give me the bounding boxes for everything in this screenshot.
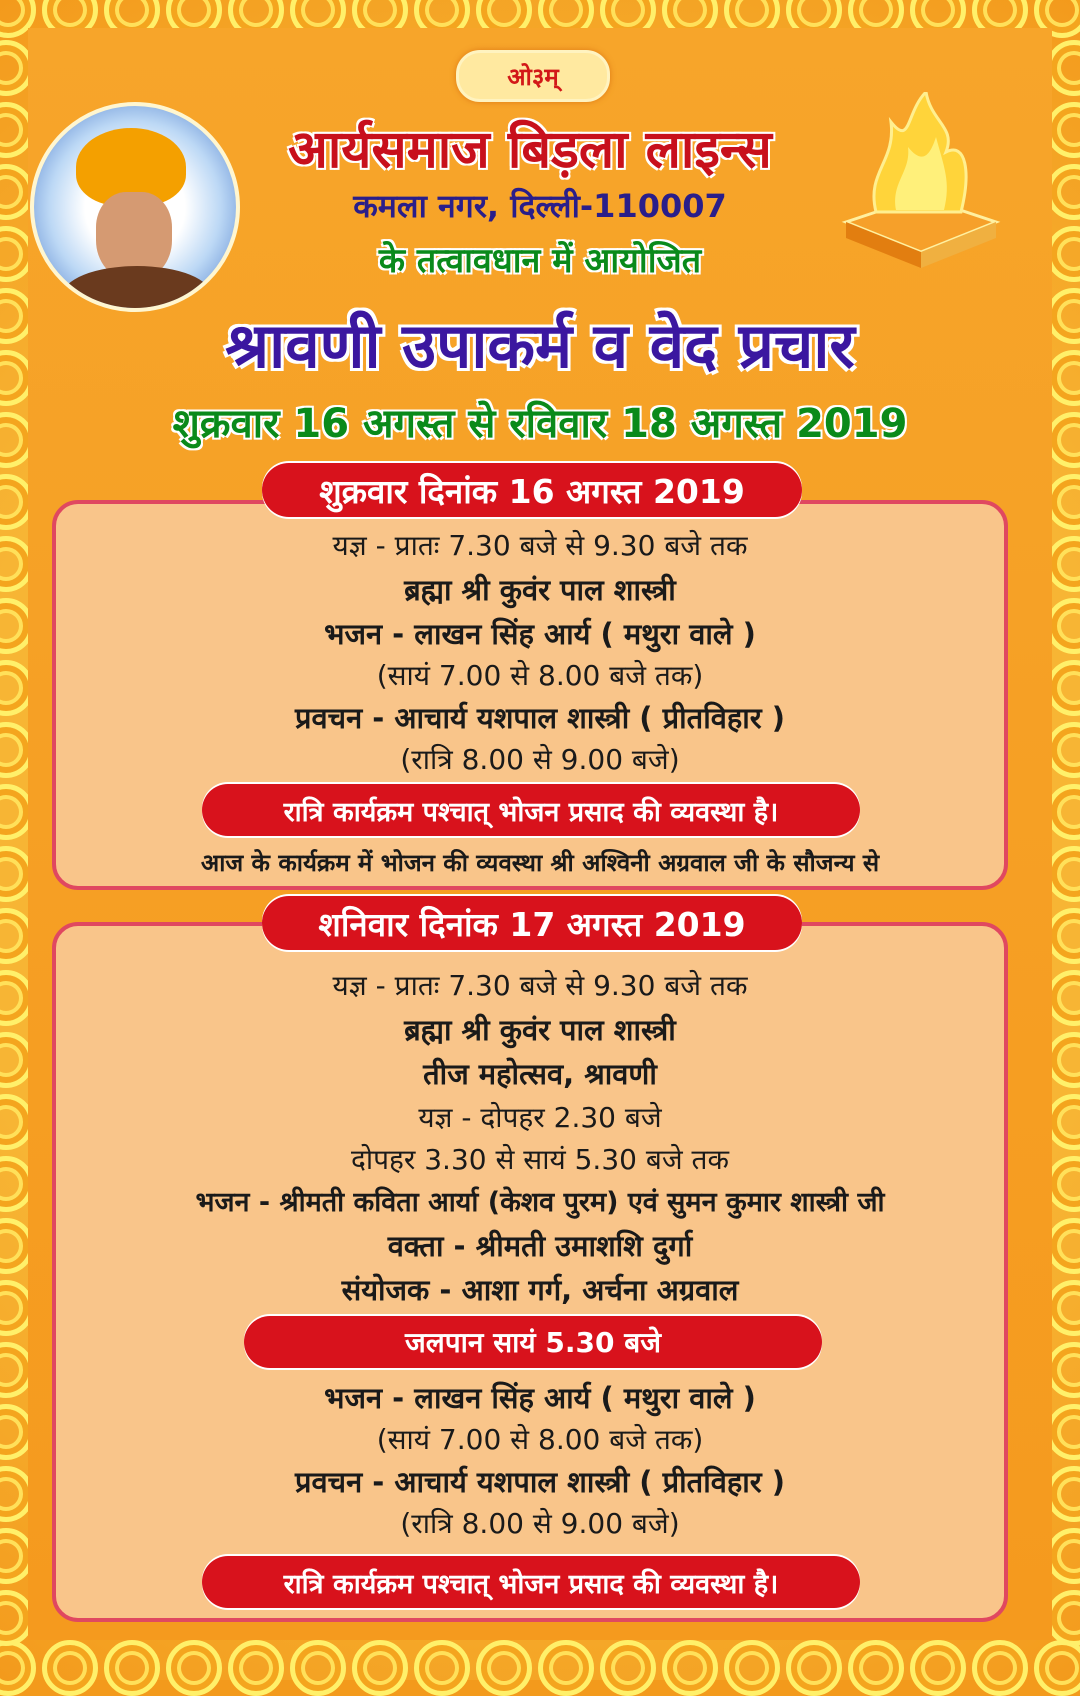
day2-line-5: दोपहर 3.30 से सायं 5.30 बजे तक — [350, 1143, 729, 1176]
day2-line-1: यज्ञ - प्रातः 7.30 बजे से 9.30 बजे तक — [332, 969, 748, 1002]
day2-line-3: तीज महोत्सव, श्रावणी — [423, 1057, 657, 1091]
border-ring — [414, 1640, 470, 1696]
day1-notice: रात्रि कार्यक्रम पश्चात् भोजन प्रसाद की व्यवस्था है। — [202, 784, 860, 836]
day1-line-3: भजन - लाखन सिंह आर्य ( मथुरा वाले ) — [324, 617, 756, 651]
day2-line-8: संयोजक - आशा गर्ग, अर्चना अग्रवाल — [341, 1273, 739, 1307]
day1-line-2: ब्रह्मा श्री कुवंर पाल शास्त्री — [404, 573, 676, 607]
day2-line-9: भजन - लाखन सिंह आर्य ( मथुरा वाले ) — [324, 1381, 756, 1415]
day2-line-2: ब्रह्मा श्री कुवंर पाल शास्त्री — [404, 1013, 676, 1047]
border-ring — [0, 1640, 36, 1696]
event-dates: शुक्रवार 16 अगस्त से रविवार 18 अगस्त 2019 — [172, 401, 908, 447]
border-ring — [476, 1640, 532, 1696]
border-ring — [662, 1640, 718, 1696]
border-ring — [972, 1640, 1028, 1696]
day1-heading: शुक्रवार दिनांक 16 अगस्त 2019 — [262, 463, 802, 517]
border-ring — [848, 1640, 904, 1696]
border-ring — [538, 1640, 594, 1696]
organization-title: आर्यसमाज बिड़ला लाइन्स — [288, 120, 772, 180]
aegis-line: के तत्वावधान में आयोजित — [378, 241, 702, 281]
border-ring — [290, 1640, 346, 1696]
border-ring — [228, 1640, 284, 1696]
border-ring — [600, 1640, 656, 1696]
om-badge: ओ३म् — [456, 50, 610, 102]
event-title: श्रावणी उपाकर्म व वेद प्रचार — [225, 309, 855, 382]
havan-kund-icon — [836, 92, 1006, 272]
border-ring — [42, 1640, 98, 1696]
day2-heading: शनिवार दिनांक 17 अगस्त 2019 — [262, 896, 802, 950]
day2-line-6: भजन - श्रीमती कविता आर्या (केशव पुरम) एवं सुमन कुमार शास्त्री जी — [195, 1187, 885, 1218]
day1-line-6: (रात्रि 8.00 से 9.00 बजे) — [400, 743, 680, 776]
day2-line-11: प्रवचन - आचार्य यशपाल शास्त्री ( प्रीतविहार ) — [295, 1465, 785, 1499]
border-ring — [1034, 1640, 1080, 1696]
border-ring — [166, 1640, 222, 1696]
border-ring — [786, 1640, 842, 1696]
day2-line-10: (सायं 7.00 से 8.00 बजे तक) — [376, 1423, 704, 1456]
border-ring — [910, 1640, 966, 1696]
day1-line-4: (सायं 7.00 से 8.00 बजे तक) — [376, 659, 704, 692]
day1-sponsor: आज के कार्यक्रम में भोजन की व्यवस्था श्री अश्विनी अग्रवाल जी के सौजन्य से — [200, 849, 880, 877]
day2-line-4: यज्ञ - दोपहर 2.30 बजे — [418, 1101, 662, 1134]
refreshment-notice: जलपान सायं 5.30 बजे — [244, 1316, 822, 1368]
day2-notice: रात्रि कार्यक्रम पश्चात् भोजन प्रसाद की व्यवस्था है। — [202, 1556, 860, 1608]
day1-line-5: प्रवचन - आचार्य यशपाल शास्त्री ( प्रीतविहार ) — [295, 701, 785, 735]
border-ring — [724, 1640, 780, 1696]
day2-line-7: वक्ता - श्रीमती उमाशशि दुर्गा — [387, 1229, 693, 1263]
border-ring — [104, 1640, 160, 1696]
day1-line-1: यज्ञ - प्रातः 7.30 बजे से 9.30 बजे तक — [332, 529, 748, 562]
day2-line-12: (रात्रि 8.00 से 9.00 बजे) — [400, 1507, 680, 1540]
address: कमला नगर, दिल्ली-110007 — [353, 187, 727, 225]
border-ring — [352, 1640, 408, 1696]
